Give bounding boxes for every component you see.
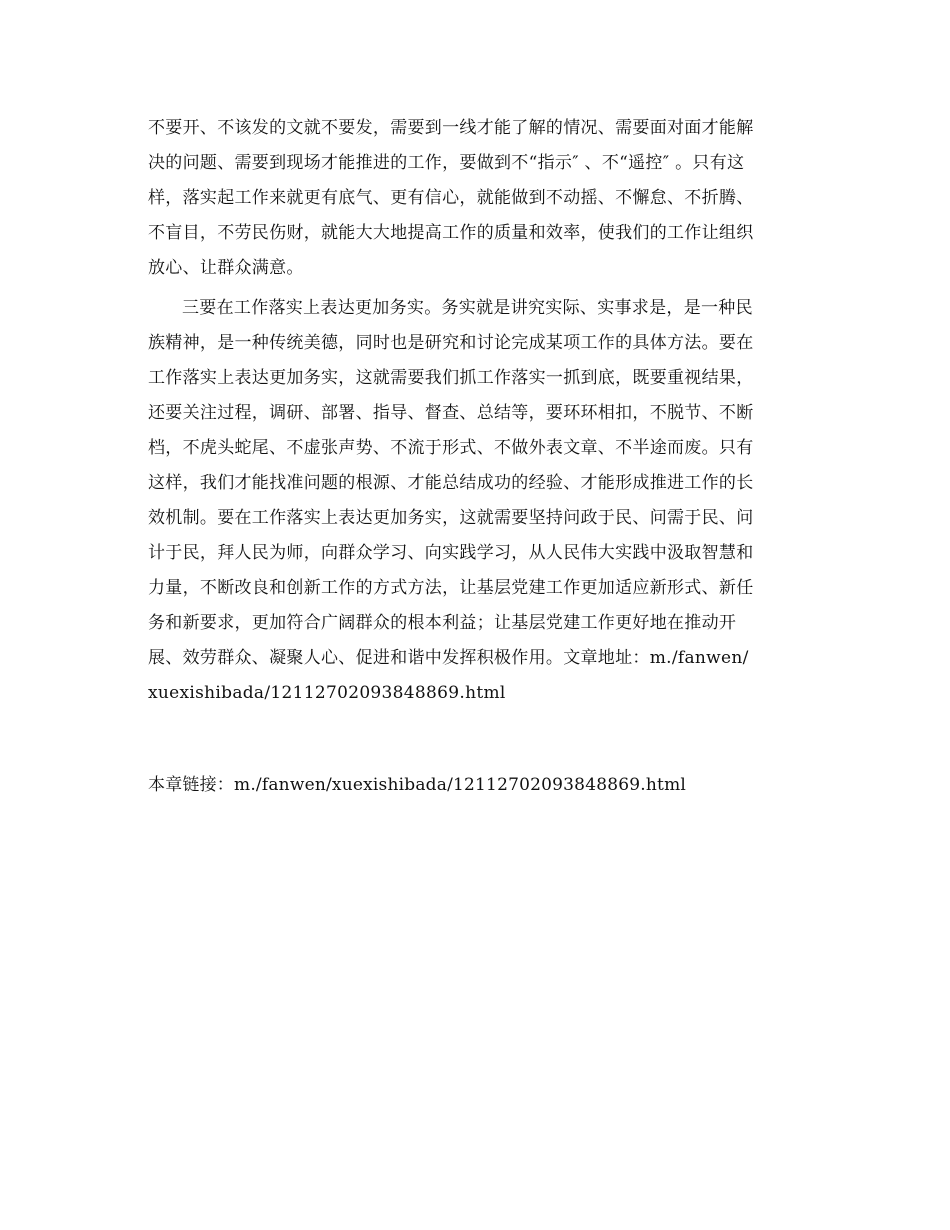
text-line: 不要开、不该发的文就不要发，需要到一线才能了解的情况、需要面对面才能解	[148, 118, 754, 138]
paragraph-first-line: 三要在工作落实上表达更加务实。务实就是讲究实际、实事求是，是一种民	[182, 298, 753, 318]
text-line: 样，落实起工作来就更有底气、更有信心，就能做到不动摇、不懈怠、不折腾、	[148, 188, 754, 208]
text-line: 族精神，是一种传统美德，同时也是研究和讨论完成某项工作的具体方法。要在	[148, 333, 754, 353]
text-line: 不盲目，不劳民伤财，就能大大地提高工作的质量和效率，使我们的工作让组织	[148, 223, 754, 243]
text-line: 效机制。要在工作落实上表达更加务实，这就需要坚持问政于民、问需于民、问	[148, 508, 754, 528]
text-line: 展、效劳群众、凝聚人心、促进和谐中发挥积极作用。文章地址：m./fanwen/	[148, 648, 749, 668]
text-line: 还要关注过程，调研、部署、指导、督查、总结等，要环环相扣，不脱节、不断	[148, 403, 754, 423]
text-line: 档，不虎头蛇尾、不虚张声势、不流于形式、不做外表文章、不半途而废。只有	[148, 438, 754, 458]
text-line: 务和新要求，更加符合广阔群众的根本利益；让基层党建工作更好地在推动开	[148, 613, 737, 633]
text-line: 放心、让群众满意。	[148, 258, 304, 278]
text-line: 这样，我们才能找准问题的根源、才能总结成功的经验、才能形成推进工作的长	[148, 473, 754, 493]
text-line: xuexishibada/12112702093848869.html	[148, 683, 506, 703]
text-line: 决的问题、需要到现场才能推进的工作，要做到不“指示″ 、不“遥控″ 。只有这	[148, 153, 745, 173]
footer-link[interactable]: 本章链接：m./fanwen/xuexishibada/12112702093848869.html	[148, 775, 687, 795]
text-line: 力量，不断改良和创新工作的方式方法，让基层党建工作更加适应新形式、新任	[148, 578, 754, 598]
text-line: 工作落实上表达更加务实，这就需要我们抓工作落实一抓到底，既要重视结果，	[148, 368, 754, 388]
text-line: 计于民，拜人民为师，向群众学习、向实践学习，从人民伟大实践中汲取智慧和	[148, 543, 754, 563]
